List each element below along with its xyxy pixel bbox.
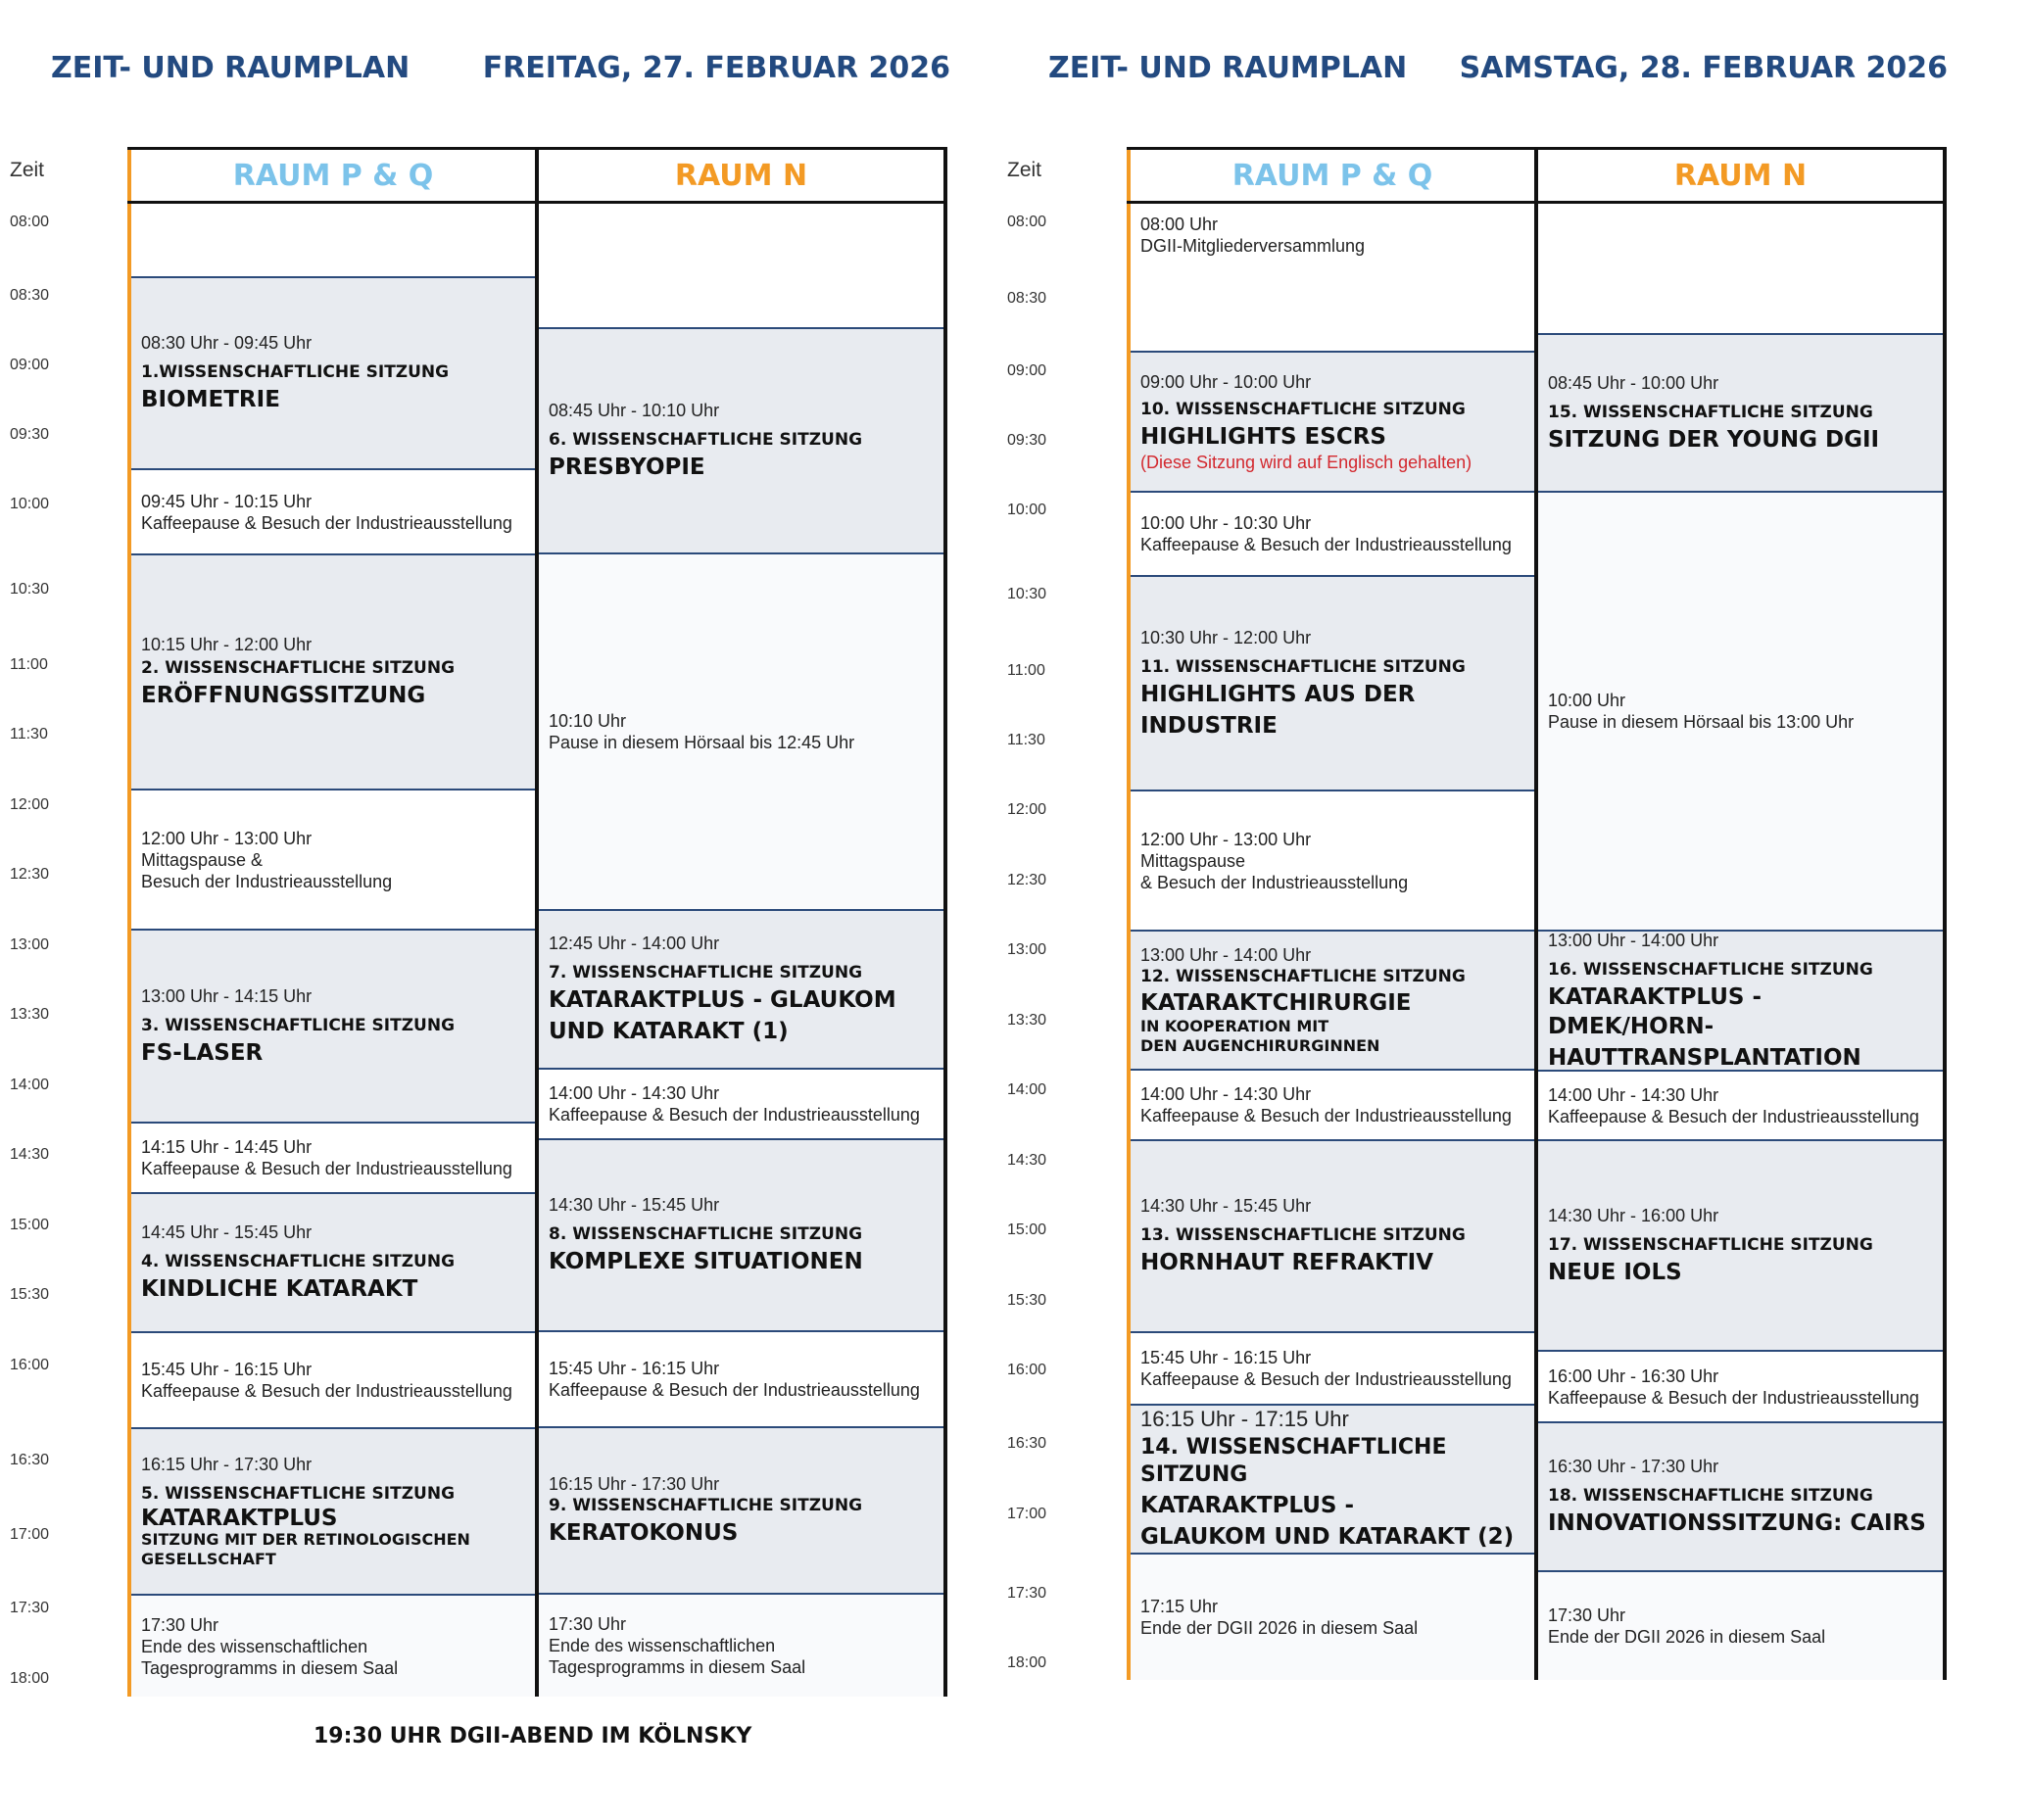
time-tick: 12:00 xyxy=(1007,801,1047,818)
break-note: & Besuch der Industrieausstellung xyxy=(1140,872,1409,892)
break-note: Kaffeepause & Besuch der Industrieausstellung xyxy=(1140,1369,1512,1389)
end-note: Tagesprogramms in diesem Saal xyxy=(141,1657,399,1678)
break-block xyxy=(1131,493,1534,577)
break-time: 16:00 Uhr - 16:30 Uhr xyxy=(1548,1365,1719,1386)
time-tick: 12:30 xyxy=(1007,872,1047,888)
break-block xyxy=(131,1333,535,1429)
time-tick: 14:00 xyxy=(1007,1081,1047,1098)
break-note: Kaffeepause & Besuch der Industrieausstellung xyxy=(1548,1387,1919,1408)
meeting-note: DGII-Mitgliederversammlung xyxy=(1140,236,1366,256)
session-title: GLAUKOM UND KATARAKT (2) xyxy=(1140,1524,1515,1550)
time-tick: 08:00 xyxy=(1007,214,1047,230)
room-header-n: RAUM N xyxy=(1534,147,1947,204)
session-label: 16. WISSENSCHAFTLICHE SITZUNG xyxy=(1548,959,1873,980)
time-tick: 18:00 xyxy=(1007,1654,1047,1671)
time-tick: 09:00 xyxy=(1007,362,1047,379)
time-tick: 11:00 xyxy=(1007,662,1045,679)
session-label: 2. WISSENSCHAFTLICHE SITZUNG xyxy=(141,658,456,678)
meeting-block xyxy=(1131,204,1534,353)
session-time: 09:00 Uhr - 10:00 Uhr xyxy=(1140,371,1312,392)
end-time: 17:30 Uhr xyxy=(141,1614,219,1635)
time-tick: 11:00 xyxy=(10,656,48,673)
session-title: INNOVATIONSSITZUNG: CAIRS xyxy=(1548,1510,1926,1536)
session-label: 14. WISSENSCHAFTLICHE SITZUNG xyxy=(1140,1435,1447,1487)
session-time: 12:45 Uhr - 14:00 Uhr xyxy=(549,934,720,953)
session-subtitle: SITZUNG MIT DER RETINOLOGISCHEN xyxy=(141,1530,470,1549)
session-title: ERÖFFNUNGSSITZUNG xyxy=(141,683,426,708)
time-tick: 13:30 xyxy=(10,1006,50,1023)
time-tick: 16:00 xyxy=(10,1357,50,1373)
session-title: KATARAKTCHIRURGIE xyxy=(1140,990,1412,1016)
time-tick: 11:30 xyxy=(1007,732,1045,748)
session-block xyxy=(539,911,943,1070)
room-header-n: RAUM N xyxy=(535,147,947,204)
session-label: 15. WISSENSCHAFTLICHE SITZUNG xyxy=(1548,402,1873,422)
time-tick: 13:30 xyxy=(1007,1012,1047,1029)
schedule-date: SAMSTAG, 28. FEBRUAR 2026 xyxy=(1459,51,1948,85)
session-title: HAUTTRANSPLANTATION xyxy=(1548,1044,1861,1071)
day-header xyxy=(1048,51,1948,90)
end-time: 17:30 Uhr xyxy=(1548,1605,1626,1625)
break-block xyxy=(539,1332,943,1428)
session-title: PRESBYOPIE xyxy=(549,455,705,480)
time-tick: 10:00 xyxy=(10,496,50,512)
session-label: 3. WISSENSCHAFTLICHE SITZUNG xyxy=(141,1015,456,1035)
time-tick: 09:30 xyxy=(1007,432,1047,449)
session-title: KERATOKONUS xyxy=(549,1520,739,1546)
session-title: KATARAKTPLUS xyxy=(141,1506,338,1531)
schedule-slot xyxy=(539,204,943,329)
schedule-title: ZEIT- UND RAUMPLAN xyxy=(1048,51,1408,85)
session-label: 13. WISSENSCHAFTLICHE SITZUNG xyxy=(1140,1225,1466,1245)
session-time: 10:15 Uhr - 12:00 Uhr xyxy=(141,635,313,654)
pause-block xyxy=(539,554,943,911)
session-title: HIGHLIGHTS ESCRS xyxy=(1140,423,1386,450)
break-note: Kaffeepause & Besuch der Industrieausstellung xyxy=(549,1380,920,1400)
break-block xyxy=(1538,1072,1943,1141)
session-block xyxy=(1131,353,1534,493)
day-saturday xyxy=(997,0,1987,1820)
break-block xyxy=(539,1070,943,1140)
session-time: 10:30 Uhr - 12:00 Uhr xyxy=(1140,627,1312,647)
time-tick: 09:00 xyxy=(10,357,50,373)
session-block xyxy=(1131,1406,1534,1555)
time-column-label: Zeit xyxy=(10,159,45,181)
end-block xyxy=(1538,1572,1943,1680)
time-tick: 10:30 xyxy=(10,581,50,598)
time-column-label: Zeit xyxy=(1007,159,1042,181)
break-block xyxy=(1538,1352,1943,1423)
session-title: KINDLICHE KATARAKT xyxy=(141,1276,418,1302)
session-time: 16:15 Uhr - 17:30 Uhr xyxy=(549,1474,720,1494)
session-title: SITZUNG DER YOUNG DGII xyxy=(1548,426,1880,453)
end-note: Ende des wissenschaftlichen xyxy=(141,1636,368,1656)
session-block xyxy=(539,1428,943,1595)
end-note: Ende der DGII 2026 in diesem Saal xyxy=(1140,1618,1419,1638)
break-time: 15:45 Uhr - 16:15 Uhr xyxy=(1140,1348,1312,1367)
break-time: 09:45 Uhr - 10:15 Uhr xyxy=(141,491,313,511)
session-label: 12. WISSENSCHAFTLICHE SITZUNG xyxy=(1140,967,1466,986)
pause-block xyxy=(1538,493,1943,932)
session-time: 13:00 Uhr - 14:00 Uhr xyxy=(1140,945,1312,965)
session-time: 16:15 Uhr - 17:15 Uhr xyxy=(1140,1407,1349,1431)
session-label: 7. WISSENSCHAFTLICHE SITZUNG xyxy=(549,963,863,982)
session-title: KATARAKTPLUS - xyxy=(1140,1493,1355,1518)
end-note: Tagesprogramms in diesem Saal xyxy=(549,1657,806,1677)
break-note: Kaffeepause & Besuch der Industrieausstellung xyxy=(141,512,512,533)
session-time: 13:00 Uhr - 14:15 Uhr xyxy=(141,985,313,1006)
session-label: 18. WISSENSCHAFTLICHE SITZUNG xyxy=(1548,1486,1873,1506)
room-header-pq: RAUM P & Q xyxy=(127,147,539,204)
session-time: 08:45 Uhr - 10:10 Uhr xyxy=(549,401,720,420)
session-label: 5. WISSENSCHAFTLICHE SITZUNG xyxy=(141,1484,456,1504)
end-time: 17:15 Uhr xyxy=(1140,1597,1219,1616)
break-block xyxy=(1131,1333,1534,1406)
break-time: 14:00 Uhr - 14:30 Uhr xyxy=(1140,1084,1312,1104)
time-tick: 14:00 xyxy=(10,1077,50,1093)
break-time: 12:00 Uhr - 13:00 Uhr xyxy=(1140,829,1312,849)
session-block xyxy=(1538,1141,1943,1352)
session-label: 8. WISSENSCHAFTLICHE SITZUNG xyxy=(549,1224,863,1244)
time-tick: 17:00 xyxy=(10,1526,50,1543)
session-block xyxy=(1538,335,1943,493)
time-tick: 17:00 xyxy=(1007,1506,1047,1522)
time-tick: 12:30 xyxy=(10,866,50,883)
time-tick: 08:30 xyxy=(10,287,50,304)
break-block xyxy=(1131,791,1534,932)
session-label: 4. WISSENSCHAFTLICHE SITZUNG xyxy=(141,1252,456,1271)
session-title: FS-LASER xyxy=(141,1039,264,1066)
break-note: Kaffeepause & Besuch der Industrieausstellung xyxy=(141,1159,512,1178)
time-tick: 17:30 xyxy=(10,1600,50,1616)
session-block xyxy=(1538,932,1943,1072)
break-time: 14:00 Uhr - 14:30 Uhr xyxy=(1548,1084,1719,1105)
time-tick: 13:00 xyxy=(10,936,50,953)
break-note: Mittagspause xyxy=(1140,850,1246,871)
time-tick: 14:30 xyxy=(1007,1152,1047,1169)
session-time: 13:00 Uhr - 14:00 Uhr xyxy=(1548,930,1719,950)
time-tick: 17:30 xyxy=(1007,1585,1047,1602)
session-block xyxy=(131,1429,535,1596)
end-block xyxy=(1131,1555,1534,1680)
session-time: 16:30 Uhr - 17:30 Uhr xyxy=(1548,1457,1719,1476)
session-label: 17. WISSENSCHAFTLICHE SITZUNG xyxy=(1548,1234,1873,1255)
session-time: 14:30 Uhr - 16:00 Uhr xyxy=(1548,1205,1719,1225)
time-tick: 14:30 xyxy=(10,1146,50,1163)
session-title: INDUSTRIE xyxy=(1140,712,1278,739)
break-time: 12:00 Uhr - 13:00 Uhr xyxy=(141,828,313,848)
break-block xyxy=(131,470,535,555)
session-title: KATARAKTPLUS - DMEK/HORN- xyxy=(1548,983,1762,1039)
break-time: 14:15 Uhr - 14:45 Uhr xyxy=(141,1137,313,1157)
break-time: 10:00 Uhr - 10:30 Uhr xyxy=(1140,513,1312,533)
session-block xyxy=(1538,1423,1943,1572)
break-block xyxy=(131,790,535,931)
session-language-note: (Diese Sitzung wird auf Englisch gehalten) xyxy=(1140,452,1473,472)
break-time: 15:45 Uhr - 16:15 Uhr xyxy=(141,1360,313,1379)
pause-note: Pause in diesem Hörsaal bis 12:45 Uhr xyxy=(549,733,855,752)
session-subtitle: IN KOOPERATION MIT xyxy=(1140,1017,1329,1035)
end-note: Ende des wissenschaftlichen xyxy=(549,1636,776,1655)
time-tick: 08:30 xyxy=(1007,290,1047,307)
session-title: HORNHAUT REFRAKTIV xyxy=(1140,1250,1433,1275)
session-block xyxy=(1131,577,1534,791)
end-time: 17:30 Uhr xyxy=(549,1614,627,1634)
session-block xyxy=(1131,932,1534,1071)
time-tick: 16:00 xyxy=(1007,1362,1047,1378)
break-note: Besuch der Industrieausstellung xyxy=(141,871,393,891)
pause-time: 10:10 Uhr xyxy=(549,711,627,731)
time-tick: 08:00 xyxy=(10,214,50,230)
break-note: Kaffeepause & Besuch der Industrieausstellung xyxy=(1140,1106,1512,1126)
session-time: 14:30 Uhr - 15:45 Uhr xyxy=(1140,1196,1312,1216)
break-time: 14:00 Uhr - 14:30 Uhr xyxy=(549,1083,720,1103)
schedule-date: FREITAG, 27. FEBRUAR 2026 xyxy=(482,51,950,85)
time-tick: 11:30 xyxy=(10,726,48,742)
time-tick: 13:00 xyxy=(1007,941,1047,958)
break-note: Kaffeepause & Besuch der Industrieausstellung xyxy=(549,1105,920,1125)
session-time: 08:30 Uhr - 09:45 Uhr xyxy=(141,333,313,353)
session-block xyxy=(1131,1141,1534,1333)
time-tick: 15:30 xyxy=(10,1286,50,1303)
session-title: UND KATARAKT (1) xyxy=(549,1019,789,1044)
time-tick: 10:30 xyxy=(1007,586,1047,602)
time-tick: 15:00 xyxy=(1007,1221,1047,1238)
session-label: 6. WISSENSCHAFTLICHE SITZUNG xyxy=(549,430,863,450)
session-block xyxy=(131,931,535,1124)
schedule-title: ZEIT- UND RAUMPLAN xyxy=(51,51,410,85)
session-block xyxy=(539,329,943,554)
day-header xyxy=(51,51,950,90)
session-time: 16:15 Uhr - 17:30 Uhr xyxy=(141,1455,313,1474)
session-label: 11. WISSENSCHAFTLICHE SITZUNG xyxy=(1140,656,1466,677)
break-note: Kaffeepause & Besuch der Industrieausstellung xyxy=(141,1381,512,1401)
time-tick: 16:30 xyxy=(1007,1435,1047,1452)
time-tick: 10:00 xyxy=(1007,502,1047,518)
session-title: BIOMETRIE xyxy=(141,387,280,412)
break-note: Mittagspause & xyxy=(141,849,264,870)
pause-time: 10:00 Uhr xyxy=(1548,691,1626,710)
pause-note: Pause in diesem Hörsaal bis 13:00 Uhr xyxy=(1548,712,1855,732)
end-block xyxy=(131,1596,535,1697)
session-time: 08:45 Uhr - 10:00 Uhr xyxy=(1548,372,1719,393)
time-tick: 09:30 xyxy=(10,426,50,443)
session-title: NEUE IOLS xyxy=(1548,1259,1682,1285)
time-tick: 16:30 xyxy=(10,1452,50,1468)
time-tick: 15:30 xyxy=(1007,1292,1047,1309)
room-n-right-border xyxy=(1943,147,1947,1680)
session-subtitle: GESELLSCHAFT xyxy=(141,1550,276,1568)
session-label: 9. WISSENSCHAFTLICHE SITZUNG xyxy=(549,1496,863,1515)
end-block xyxy=(539,1595,943,1697)
session-label: 10. WISSENSCHAFTLICHE SITZUNG xyxy=(1140,399,1466,419)
session-block xyxy=(539,1140,943,1332)
break-note: Kaffeepause & Besuch der Industrieausstellung xyxy=(1140,535,1512,554)
time-tick: 15:00 xyxy=(10,1217,50,1233)
meeting-time: 08:00 Uhr xyxy=(1140,215,1219,234)
session-title: KATARAKTPLUS - GLAUKOM xyxy=(549,987,896,1013)
end-note: Ende der DGII 2026 in diesem Saal xyxy=(1548,1627,1826,1647)
schedule-slot xyxy=(131,204,535,278)
session-label: 1.WISSENSCHAFTLICHE SITZUNG xyxy=(141,362,450,382)
break-note: Kaffeepause & Besuch der Industrieausstellung xyxy=(1548,1106,1919,1126)
time-tick: 18:00 xyxy=(10,1670,50,1687)
session-block xyxy=(131,278,535,470)
break-time: 15:45 Uhr - 16:15 Uhr xyxy=(549,1359,720,1378)
break-block xyxy=(131,1124,535,1194)
session-time: 14:30 Uhr - 15:45 Uhr xyxy=(549,1195,720,1215)
session-block xyxy=(131,555,535,790)
time-tick: 12:00 xyxy=(10,796,50,813)
room-n-right-border xyxy=(943,147,947,1697)
session-subtitle: DEN AUGENCHIRURGINNEN xyxy=(1140,1036,1380,1055)
session-title: HIGHLIGHTS AUS DER xyxy=(1140,681,1416,707)
room-header-pq: RAUM P & Q xyxy=(1127,147,1538,204)
evening-event: 19:30 UHR DGII-ABEND IM KÖLNSKY xyxy=(314,1724,752,1748)
day-friday xyxy=(0,0,990,1820)
session-block xyxy=(131,1194,535,1333)
session-time: 14:45 Uhr - 15:45 Uhr xyxy=(141,1222,313,1242)
session-title: KOMPLEXE SITUATIONEN xyxy=(549,1249,863,1274)
break-block xyxy=(1131,1071,1534,1141)
schedule-slot xyxy=(1538,204,1943,335)
